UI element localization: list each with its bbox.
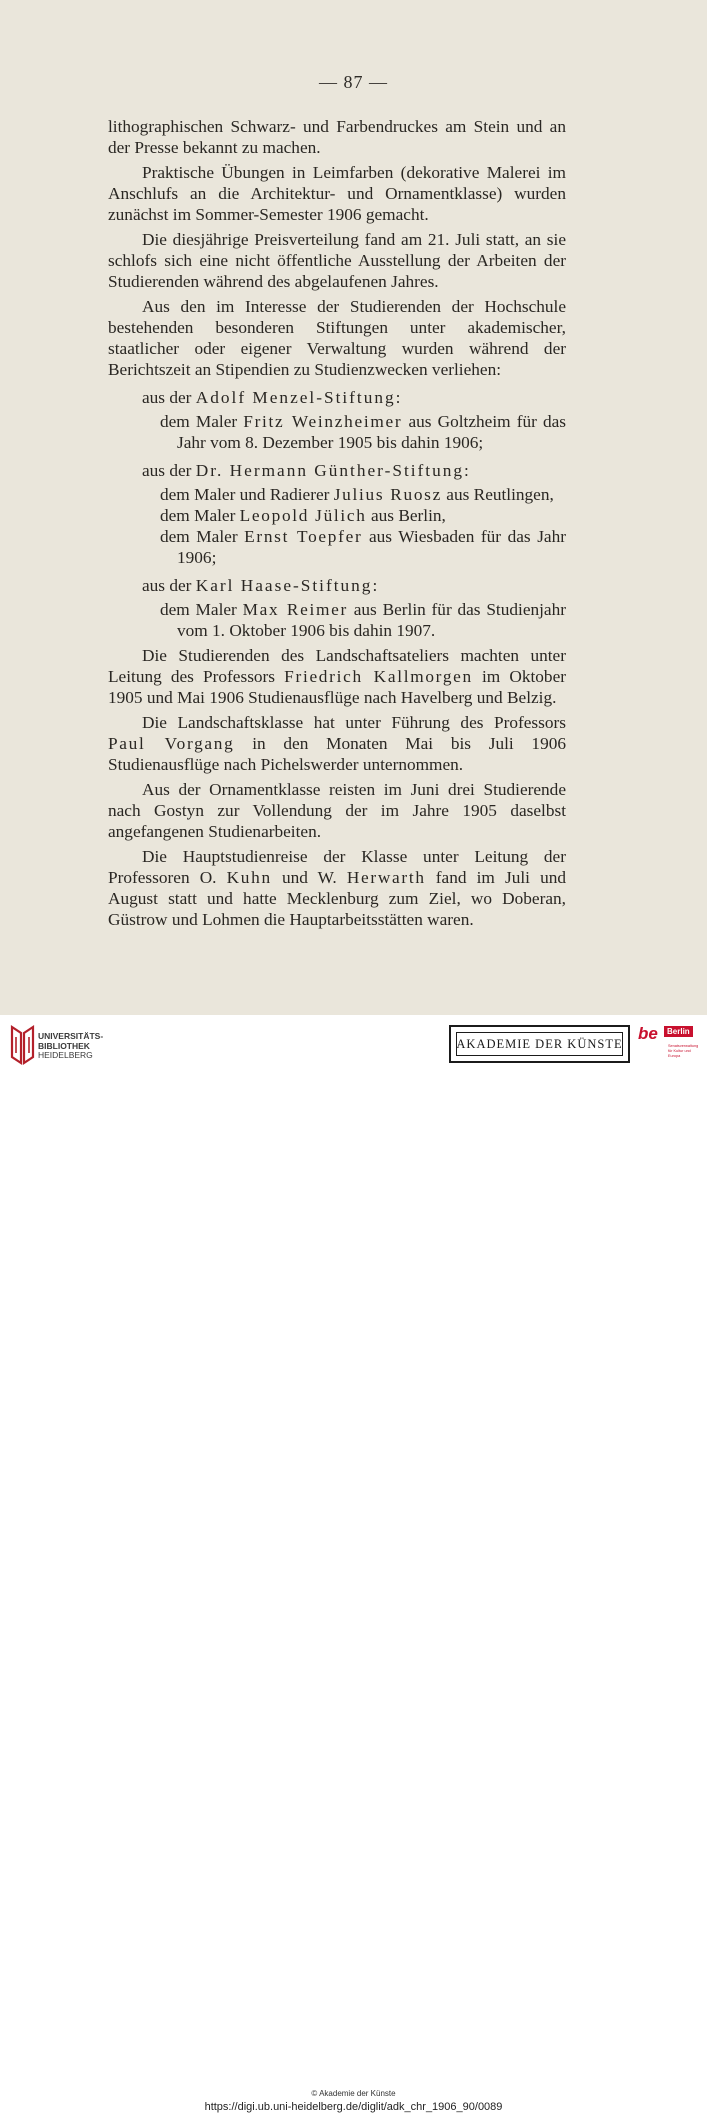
- recipient-text: dem Maler: [160, 527, 245, 546]
- heading-prefix: aus der: [142, 388, 196, 407]
- person-name: Herwarth: [346, 868, 426, 887]
- berlin-be-mark: be: [638, 1024, 658, 1043]
- paragraph-text: in den Monaten Mai bis Juli 1906 Studienausflüge nach Pichelswerder unternommen.: [108, 734, 566, 774]
- recipient-entry: [108, 411, 566, 453]
- paragraph: [108, 846, 566, 930]
- ub-logo-text: [38, 1032, 103, 1061]
- heading-prefix: aus der: [142, 576, 196, 595]
- ub-line: HEIDELBERG: [38, 1050, 93, 1060]
- recipient-name: Julius Ruosz: [333, 485, 442, 504]
- recipient-text: dem Maler: [160, 506, 240, 525]
- ub-heidelberg-logo[interactable]: [8, 1023, 128, 1075]
- copyright-notice: © Akademie der Künste: [311, 2089, 396, 2098]
- paragraph-text: und W.: [271, 868, 347, 887]
- foundation-name: Adolf Menzel-Stiftung:: [195, 388, 403, 407]
- recipient-name: Max Reimer: [242, 600, 348, 619]
- recipient-text: dem Maler: [160, 412, 244, 431]
- recipient-text: aus Wiesbaden für das Jahr 1906;: [177, 527, 566, 567]
- foundation-name: Dr. Hermann Günther-Stiftung:: [195, 461, 471, 480]
- paragraph: Die diesjährige Preisverteilung fand am 21. Juli statt, an sie schlofs sich eine nicht öffentliche Ausstellung der Arbeiten der Studierenden während des abgelaufenen Jahres.: [108, 230, 566, 291]
- recipient-text: aus Berlin für das Studienjahr vom 1. Oktober 1906 bis dahin 1907.: [177, 600, 566, 640]
- recipient-text: dem Maler und Radierer: [160, 485, 334, 504]
- recipient-text: aus Berlin,: [366, 506, 446, 525]
- foundation-heading: [108, 387, 566, 408]
- berlin-badge: Berlin: [664, 1026, 693, 1037]
- text-body: [108, 116, 566, 930]
- person-name: Friedrich Kallmorgen: [284, 667, 473, 686]
- scanned-page: [0, 0, 707, 1015]
- foundation-heading: [108, 460, 566, 481]
- recipient-entry: [108, 484, 566, 505]
- recipient-name: Ernst Toepfer: [244, 527, 363, 546]
- paragraph: lithographischen Schwarz- und Farbendruckes am Stein und an der Presse bekannt zu machen.: [108, 117, 566, 157]
- paragraph: Aus der Ornamentklasse reisten im Juni drei Studierende nach Gostyn zur Vollendung der im Jahre 1905 daselbst angefangenen Studienarbeiten.: [108, 780, 566, 841]
- paragraph-text: Die Hauptstudienreise der Klasse unter Leitung der Professoren O.: [108, 847, 566, 887]
- recipient-text: dem Maler: [160, 600, 243, 619]
- ub-emblem-icon: [8, 1023, 38, 1067]
- foundation-heading: [108, 575, 566, 596]
- adk-logo-frame: [456, 1032, 623, 1056]
- paragraph-text: im Oktober 1905 und Mai 1906 Studienausflüge nach Havelberg und Belzig.: [108, 667, 566, 707]
- recipient-text: aus Goltzheim für das Jahr vom 8. Dezember 1905 bis dahin 1906;: [177, 412, 567, 452]
- document-url[interactable]: https://digi.ub.uni-heidelberg.de/diglit/adk_chr_1906_90/0089: [204, 2101, 503, 2113]
- berlin-subtitle: Senatsverwaltung für Kultur und Europa: [668, 1044, 699, 1058]
- page-number: — 87 —: [319, 72, 388, 92]
- recipient-entry: [108, 599, 566, 641]
- person-name: Kuhn: [226, 868, 272, 887]
- recipient-entry: [108, 505, 566, 526]
- ub-line: BIBLIOTHEK: [38, 1040, 90, 1051]
- recipient-name: Leopold Jülich: [239, 506, 367, 525]
- paragraph-text: Die Landschaftsklasse hat unter Führung des Professors: [142, 713, 566, 732]
- person-name: Paul Vorgang: [108, 734, 235, 753]
- recipient-text: aus Reutlingen,: [441, 485, 554, 504]
- heading-prefix: aus der: [142, 461, 196, 480]
- paragraph: Praktische Übungen in Leimfarben (dekorative Malerei im Anschlufs an die Architektur- und Ornamentklasse) wurden zunächst im Sommer-Semester 1906 gemacht.: [108, 163, 566, 224]
- akademie-der-kuenste-logo[interactable]: [449, 1025, 630, 1063]
- ub-line: UNIVERSITÄTS-: [38, 1031, 104, 1041]
- foundation-name: Karl Haase-Stiftung:: [195, 576, 380, 595]
- berlin-senate-logo[interactable]: [638, 1024, 700, 1074]
- paragraph: [108, 645, 566, 708]
- paragraph: Aus den im Interesse der Studierenden der Hochschule bestehenden besonderen Stiftungen unter akademischer, staatlicher oder eigener Verwaltung wurden während der Berichtszeit an Stipendien zu Studienzwecken verliehen:: [108, 297, 566, 379]
- recipient-name: Fritz Weinzheimer: [243, 412, 403, 431]
- recipient-entry: [108, 526, 566, 568]
- adk-logo-label: AKADEMIE DER KÜNSTE: [456, 1036, 623, 1051]
- paragraph: [108, 712, 566, 775]
- paragraph-text: Die Studierenden des Landschaftsateliers machten unter Leitung des Professors: [108, 646, 566, 686]
- paragraph-text: fand im Juli und August statt und hatte Mecklenburg zum Ziel, wo Doberan, Güstrow und Lohmen die Hauptarbeitsstätten waren.: [108, 868, 566, 929]
